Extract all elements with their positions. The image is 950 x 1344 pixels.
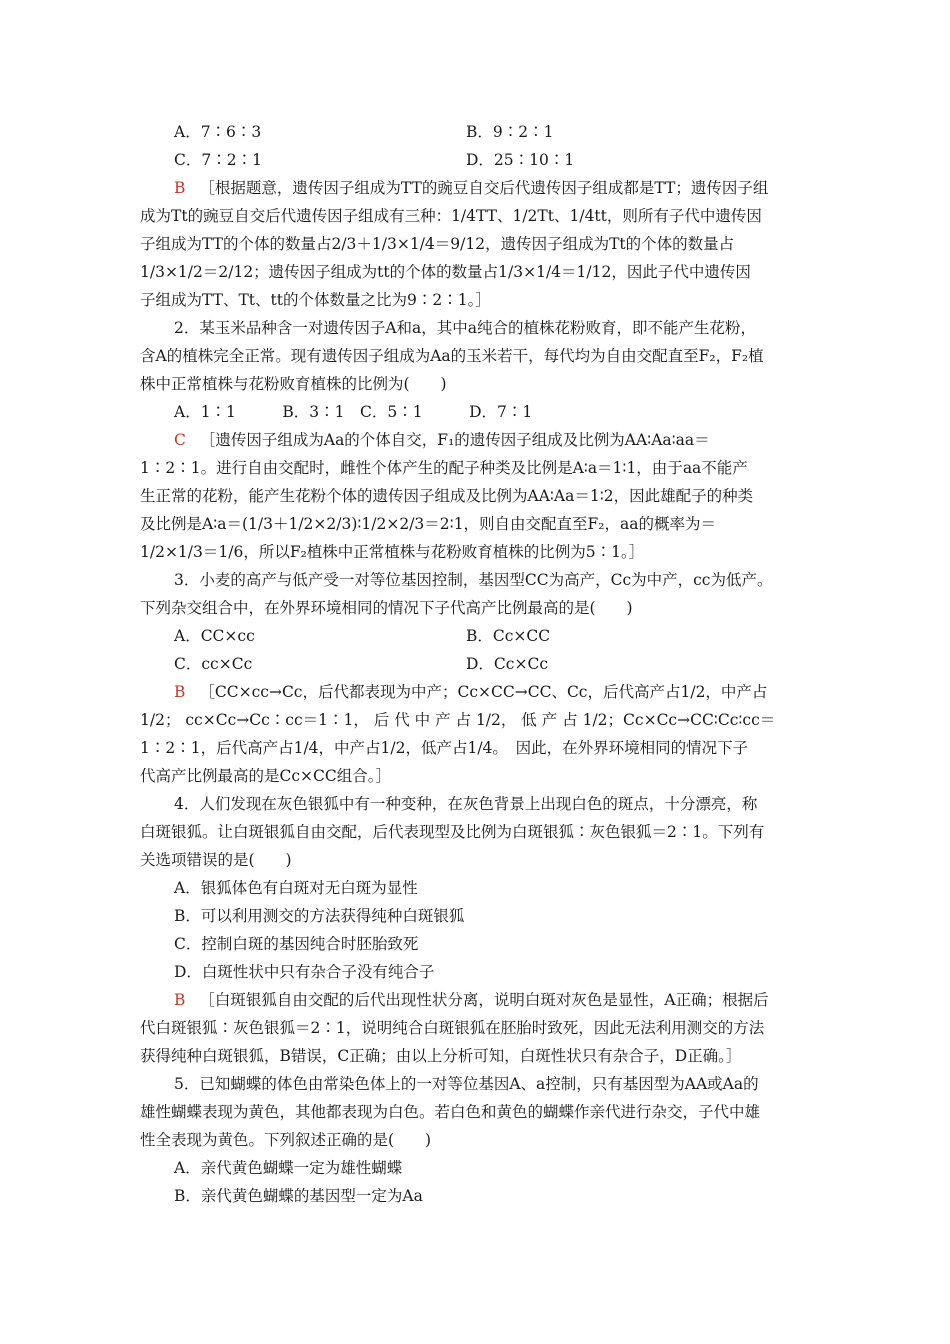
option-b: B．Cc×CC [466, 627, 551, 645]
question-stem: 白斑银狐。让白斑银狐自由交配，后代表现型及比例为白斑银狐∶灰色银狐＝2∶1。下列有 [140, 823, 765, 841]
option-a: A．银狐体色有白斑对无白斑为显性 [174, 879, 418, 897]
explanation-line: 代高产比例最高的是Cc×CC组合。］ [140, 767, 391, 785]
explanation-line: 1∶2∶1，后代高产占1/4，中产占1/2，低产占1/4。 因此，在外界环境相同的情况下子 [140, 739, 749, 757]
question-stem: 含A的植株完全正常。现有遗传因子组成为Aa的玉米若干，每代均为自由交配直至F₂，F₂植 [140, 347, 764, 365]
explanation-line: 1/3×1/2＝2/12；遗传因子组成为tt的个体的数量占1/3×1/4＝1/12，因此子代中遗传因 [140, 263, 751, 281]
question-stem: 3．小麦的高产与低产受一对等位基因控制，基因型CC为高产，Cc为中产，cc为低产。 [174, 571, 773, 589]
question-stem: 株中正常植株与花粉败育植株的比例为( ) [140, 375, 447, 393]
answer-letter: B [174, 179, 186, 197]
option-d: D．白斑性状中只有杂合子没有纯合子 [174, 963, 435, 981]
explanation-line: 1/2×1/3＝1/6，所以F₂植株中正常植株与花粉败育植株的比例为5∶1。］ [140, 543, 645, 561]
explanation-line: 获得纯种白斑银狐，B错误，C正确；由以上分析可知，白斑性状只有杂合子，D正确。］ [140, 1047, 742, 1065]
answer-explanation-line: C ［遗传因子组成为Aa的个体自交，F₁的遗传因子组成及比例为AA∶Aa∶aa＝ [174, 431, 710, 449]
explanation-line: 1/2； cc×Cc→Cc∶cc＝1∶1， 后 代 中 产 占 1/2， 低 产 占 1/2；Cc×Cc→CC∶Cc∶cc＝ [140, 711, 776, 729]
option-b: B．亲代黄色蝴蝶的基因型一定为Aa [174, 1187, 423, 1205]
option-b: B．9∶2∶1 [466, 123, 554, 141]
option-c: C．cc×Cc [174, 655, 253, 673]
explanation-line: 子组成为TT、Tt、tt的个体数量之比为9∶2∶1。］ [140, 291, 491, 309]
explanation-line: 及比例是A∶a＝(1/3＋1/2×2/3)∶1/2×2/3＝2∶1，则自由交配直至F₂，aa的概率为＝ [140, 515, 717, 533]
question-stem: 关选项错误的是( ) [140, 851, 292, 869]
question-stem: 雄性蝴蝶表现为黄色，其他都表现为白色。若白色和黄色的蝴蝶作亲代进行杂交，子代中雄 [140, 1103, 761, 1121]
question-stem: 下列杂交组合中，在外界环境相同的情况下子代高产比例最高的是( ) [140, 599, 633, 617]
option-d: D．25∶10∶1 [466, 151, 575, 169]
options-row: A．1∶1 B．3∶1 C．5∶1 D．7∶1 [174, 403, 533, 421]
explanation-line: 成为Tt的豌豆自交后代遗传因子组成有三种：1/4TT、1/2Tt、1/4tt，则所有子代中遗传因 [140, 207, 762, 225]
explanation-line: 1∶2∶1。进行自由交配时，雌性个体产生的配子种类及比例是A∶a＝1∶1，由于aa不能产 [140, 459, 748, 477]
option-b: B．可以利用测交的方法获得纯种白斑银狐 [174, 907, 465, 925]
question-stem: 性全表现为黄色。下列叙述正确的是( ) [140, 1131, 432, 1149]
answer-explanation-line: B ［CC×cc→Cc，后代都表现为中产；Cc×CC→CC、Cc，后代高产占1/2，中产占 [174, 683, 768, 701]
answer-letter: C [174, 431, 186, 449]
explanation-line: 子组成为TT的个体的数量占2/3＋1/3×1/4＝9/12，遗传因子组成为Tt的个体的数量占 [140, 235, 735, 253]
question-stem: 4．人们发现在灰色银狐中有一种变种，在灰色背景上出现白色的斑点，十分漂亮，称 [174, 795, 758, 813]
answer-letter: B [174, 991, 186, 1009]
option-c: C．控制白斑的基因纯合时胚胎致死 [174, 935, 419, 953]
option-d: D．Cc×Cc [466, 655, 548, 673]
answer-letter: B [174, 683, 186, 701]
option-a: A．CC×cc [174, 627, 255, 645]
question-stem: 2．某玉米品种含一对遗传因子A和a，其中a纯合的植株花粉败育，即不能产生花粉， [174, 319, 757, 337]
answer-explanation-line: B ［白斑银狐自由交配的后代出现性状分离，说明白斑对灰色是显性，A正确；根据后 [174, 991, 769, 1009]
explanation-line: 生正常的花粉，能产生花粉个体的遗传因子组成及比例为AA∶Aa＝1∶2，因此雄配子的种类 [140, 487, 754, 505]
explanation-line: 代白斑银狐∶灰色银狐＝2∶1，说明纯合白斑银狐在胚胎时致死，因此无法利用测交的方法 [140, 1019, 765, 1037]
option-c: C．7∶2∶1 [174, 151, 262, 169]
option-a: A．亲代黄色蝴蝶一定为雄性蝴蝶 [174, 1159, 403, 1177]
answer-explanation-line: B ［根据题意，遗传因子组成为TT的豌豆自交后代遗传因子组成都是TT；遗传因子组 [174, 179, 769, 197]
question-stem: 5．已知蝴蝶的体色由常染色体上的一对等位基因A、a控制，只有基因型为AA或Aa的 [174, 1075, 759, 1093]
option-a: A．7∶6∶3 [174, 123, 262, 141]
